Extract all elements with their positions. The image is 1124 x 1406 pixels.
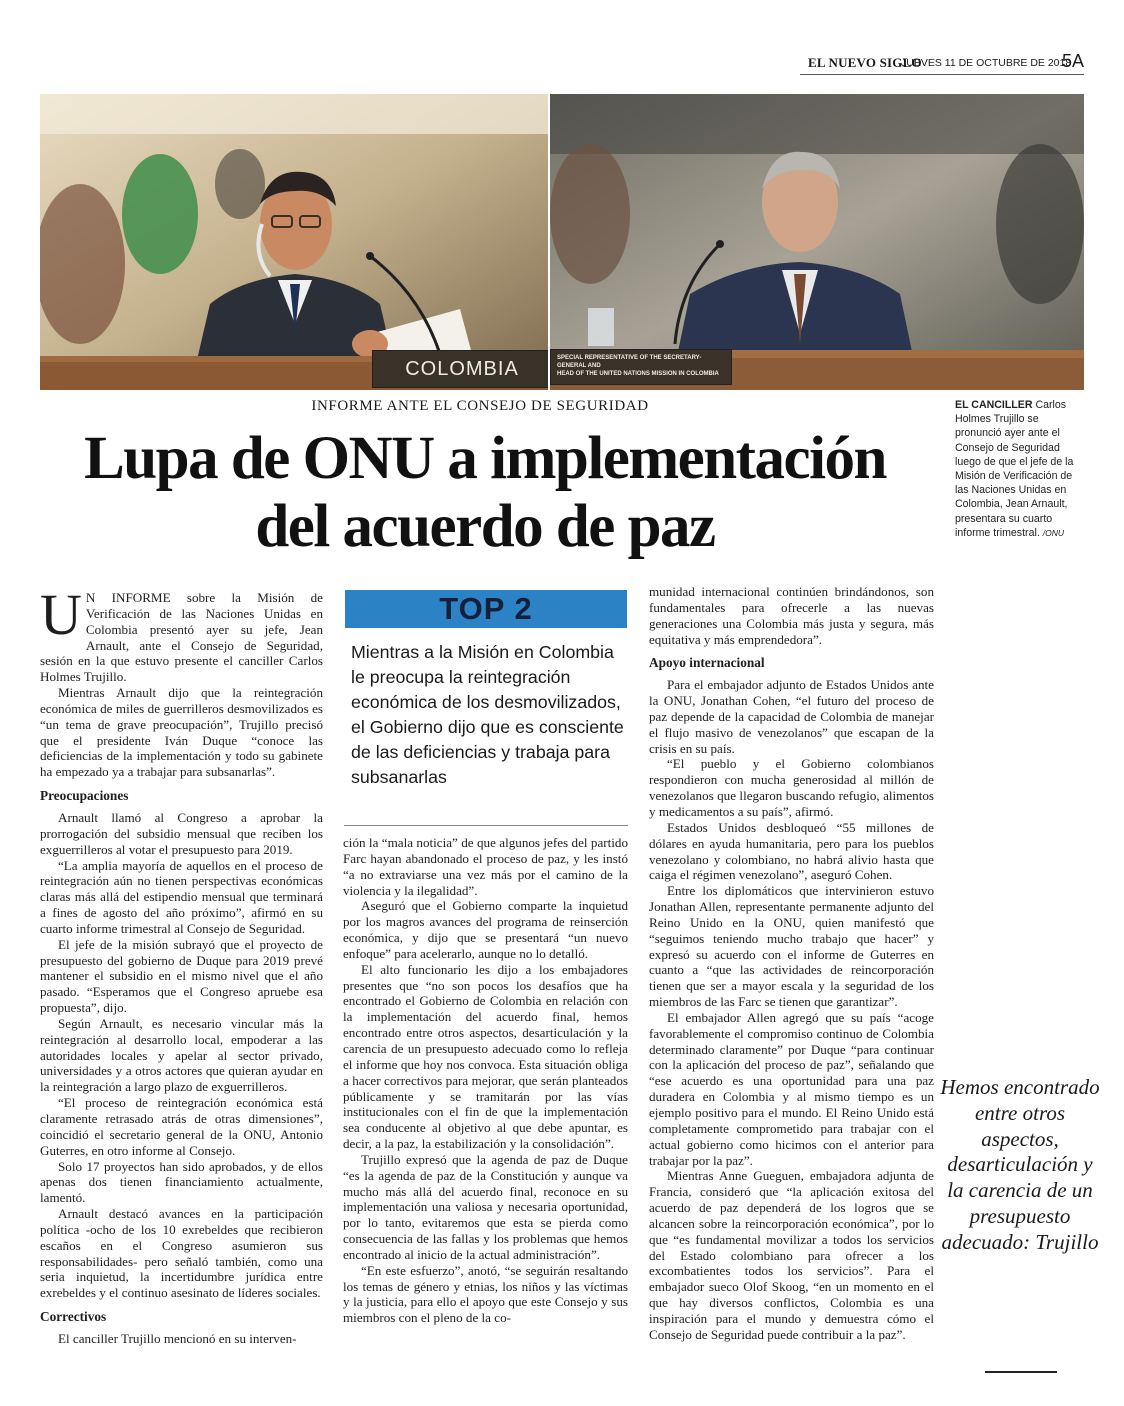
paragraph: Entre los diplomáticos que intervinieron estuvo Jonathan Allen, representante permanente adjunto del Reino Unido en la ONU, quien manifestó que “seguimos teniendo mucho trabajo que hacer” y expresó su acuerdo con el informe de Guterres en cuanto a “que las actividades de reincorporación tienen que ser a mayor escala y la seguridad de los miembros de las Farc se tienen que garantizar”. <box>649 883 934 1010</box>
representative-nameplate-line1: SPECIAL REPRESENTATIVE OF THE SECRETARY-GENERAL AND <box>557 355 702 369</box>
paragraph: “La amplia mayoría de aquellos en el proceso de reintegración aún no tienen perspectivas económicas claras más allá del estipendio mensual que terminará a fines de agosto del año próximo”, afirmó en su cuarto informe trimestral al Consejo de Seguridad. <box>40 857 323 936</box>
paragraph: Arnault llamó al Congreso a aprobar la prorrogación del subsidio mensual que reciben los exguerrilleros al votar el presupuesto para 2019. <box>40 809 323 857</box>
subheading-apoyo-internacional: Apoyo internacional <box>649 655 765 671</box>
subheading-correctivos: Correctivos <box>40 1309 107 1325</box>
pull-quote-rule <box>985 1371 1057 1373</box>
paragraph: El embajador Allen agregó que su país “acoge favorablemente el compromiso continuo de Colombia determinado claramente” por Duque “para continuar con la aplicación del proceso de paz”, señalando que “ese acuerdo es una oportunidad para una paz duradera en Colombia y al mismo tiempo es un ejemplo positivo para el mundo. El Reino Unido está completamente comprometido para trabajar con el actual gobierno como hicimos con el anterior para trabajar por la paz”. <box>649 1009 934 1168</box>
drop-cap: U <box>40 582 82 647</box>
paragraph: El canciller Trujillo mencionó en su interven- <box>58 1330 297 1346</box>
paragraph: Mientras Arnault dijo que la reintegración económica de miles de guerrilleros desmovilizados es “un tema de grave preocupación”, Trujillo precisó que el presidente Iván Duque “conoce las deficiencias de la implementación y todo su gabinete ha empezado ya a trabajar para subsanarlas”. <box>40 685 323 780</box>
photo-jefe-mision-illustration <box>550 94 1084 390</box>
paragraph: “El proceso de reintegración económica está claramente retrasado atrás de otras dimensiones”, coincidió el secretario general de la ONU, Antonio Guterres, en otro informe al Consejo. <box>40 1095 323 1158</box>
issue-date: JUEVES 11 DE OCTUBRE DE 2018 <box>901 57 1072 69</box>
colombia-nameplate-text: COLOMBIA <box>405 358 519 380</box>
pull-quote: Hemos encontrado entre otros aspectos, desarticulación y la carencia de un presupuesto adecuado: Trujillo <box>940 1075 1100 1254</box>
header-rule <box>800 74 1084 75</box>
subheading-preocupaciones: Preocupaciones <box>40 788 129 804</box>
representative-nameplate-line2: HEAD OF THE UNITED NATIONS MISSION IN COLOMBIA <box>557 371 719 377</box>
top2-banner: TOP 2 <box>345 590 627 628</box>
top2-summary: Mientras a la Misión en Colombia le preocupa la reintegración económica de los desmovilizados, el Gobierno dijo que es consciente de las deficiencias y trabaja para subsanarlas <box>351 642 624 787</box>
page-number: 5A <box>1062 51 1085 71</box>
paragraph: Para el embajador adjunto de Estados Unidos ante la ONU, Jonathan Cohen, “el futuro del proceso de paz depende de la capacidad de Colombia de manejar el flujo masivo de venezolanos” que escapan de la crisis en su país. <box>649 677 934 756</box>
paragraph: Arnault destacó avances en la participación política -ocho de los 10 exrebeldes que recibieron escaños en el Congreso asumieron sus responsabilidades- pero señaló también, como una seria inquietud, la incertidumbre jurídica entre exrebeldes y el continuo asesinato de líderes sociales. <box>40 1206 323 1301</box>
paragraph: munidad internacional continúen brindándonos, son fundamentales para ofrecerle a las nuevas generaciones una Colombia más justa y segura, más equitativa y más emprendedora”. <box>649 584 934 647</box>
page-header <box>800 50 1090 74</box>
lead-paragraph <box>40 582 323 685</box>
article-column-3 <box>649 584 934 1343</box>
paragraph: ción la “mala noticia” de que algunos jefes del partido Farc hayan abandonado el proceso de paz, y les instó “a no extraviarse una vez más por el camino de la violencia y la ilegalidad”. <box>343 835 628 898</box>
photo-jefe-mision <box>550 94 1084 390</box>
newspaper-name: EL NUEVO SIGLO <box>808 55 922 70</box>
article-kicker: INFORME ANTE EL CONSEJO DE SEGURIDAD <box>311 398 649 414</box>
caption-lead: EL CANCILLER <box>955 399 1033 411</box>
caption-credit: /ONU <box>1042 527 1064 538</box>
article-column-2 <box>343 835 628 1326</box>
caption-text: Carlos Holmes Trujillo se pronunció ayer ante el Consejo de Seguridad luego de que el jefe de la Misión de Verificación de las Naciones Unidas en Colombia, Jean Arnault, presentara su cuarto informe trimestral. <box>955 399 1074 539</box>
article-headline <box>60 425 910 561</box>
headline-line-2: del acuerdo de paz <box>255 493 715 560</box>
lead-paragraph-text: N INFORME sobre la Misión de Verificación de las Naciones Unidas en Colombia presentó ayer su jefe, Jean Arnault, ante el Consejo de Seguridad, sesión en la que estuvo presente el canciller Carlos Holmes Trujillo. <box>40 590 323 685</box>
paragraph: “En este esfuerzo”, anotó, “se seguirán resaltando los temas de género y etnias, los niños y las víctimas y la justicia, para ello el apoyo que este Consejo y sus miembros con el pleno de la co- <box>343 1262 628 1326</box>
top2-divider <box>344 825 628 826</box>
paragraph: Aseguró que el Gobierno comparte la inquietud por los magros avances del programa de reinserción económica, y dijo que se presentará “un nuevo enfoque” para acelerarlo, aunque no lo detalló. <box>343 898 628 961</box>
paragraph: El jefe de la misión subrayó que el proyecto de presupuesto del gobierno de Duque para 2019 prevé mantener el subsidio en el mismo nivel que el año pasado. “Esperamos que el Congreso apruebe esa propuesta”, dijo. <box>40 936 323 1016</box>
colombia-nameplate <box>372 350 548 388</box>
paragraph: Trujillo expresó que la agenda de paz de Duque “es la agenda de paz de la Constitución y aunque va mucho más allá del acuerdo final, reconoce en su implementación una valiosa y necesaria oportunidad, por lo tanto, evitaremos que esta se pierda como consecuencia de las fallas y los problemas que hemos encontrado al inicio de la actual administración”. <box>343 1151 628 1262</box>
paragraph: Solo 17 proyectos han sido aprobados, y de ellos apenas dos tienen financiamiento actualmente, lamentó. <box>40 1158 323 1206</box>
photo-canciller <box>40 94 548 390</box>
headline-line-1: Lupa de ONU a implementación <box>84 425 886 492</box>
representative-nameplate <box>550 349 732 385</box>
photo-caption <box>955 398 1087 540</box>
paragraph: Mientras Anne Gueguen, embajadora adjunta de Francia, consideró que “la aplicación exitosa del acuerdo de paz dependerá de los logros que se alcancen sobre la reincorporación económica”, por lo que “es fundamental movilizar a todos los servicios del Estado colombiano para ofrecer a los excombatientes todos los servicios”. Para el embajador sueco Olof Skoog, “en un momento en el que hay diversos conflictos, Colombia es una inspiración para el mundo y demuestra cómo el Consejo de Seguridad puede contribuir a la paz”. <box>649 1168 934 1342</box>
photo-canciller-illustration <box>40 94 548 390</box>
paragraph: Según Arnault, es necesario vincular más la reintegración al desarrollo local, empoderar a las autoridades locales y apelar al sector privado, universidades y a otros actores que quieran ayudar en la reintegración a largo plazo de exguerrilleros. <box>40 1015 323 1095</box>
paragraph: Estados Unidos desbloqueó “55 millones de dólares en ayuda humanitaria, pero para los pueblos venezolano y colombiano, no habrá alivio hasta que caiga el régimen venezolano”, aseguró Cohen. <box>649 819 934 883</box>
paragraph: “El pueblo y el Gobierno colombianos respondieron con mucha generosidad al millón de venezolanos que llegaron buscando refugio, alimentos y medicamentos a su país”, afirmó. <box>649 756 934 819</box>
paragraph: El alto funcionario les dijo a los embajadores presentes que “no son pocos los desafíos que ha encontrado el Gobierno de Colombia en relación con la implementación del acuerdo final, hemos encontrado entre otros aspectos, desarticulación y la carencia de un presupuesto adecuado como lo refleja el informe que hoy nos convoca. Esta situación obliga a hacer correctivos para mejorar, que serán planteados públicamente y se tramitarán por las vías institucionales con el fin de que la implementación sea conducente al objetivo al que debe apuntar, es decir, a la paz, la estabilización y la consolidación”. <box>343 961 628 1152</box>
article-column-1 <box>40 582 323 1347</box>
